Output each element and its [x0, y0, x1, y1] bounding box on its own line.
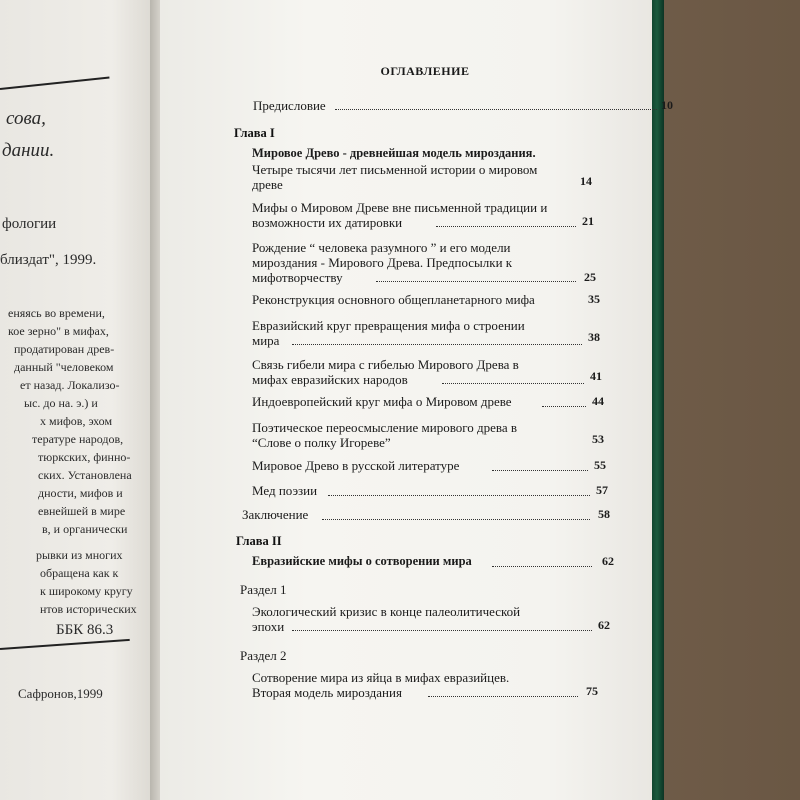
- toc-entry-line: мифах евразийских народов: [252, 372, 408, 387]
- toc-entry-page: 21: [582, 214, 594, 228]
- toc-entry-page: 62: [602, 554, 614, 568]
- left-page-line: дности, мифов и: [38, 486, 123, 500]
- left-page-line: нтов исторических: [40, 602, 137, 616]
- toc-chapter-2: Глава II: [236, 534, 282, 548]
- left-page-line: ских. Установлена: [38, 468, 132, 482]
- toc-leader-dots: [436, 226, 576, 227]
- toc-entry-page: 75: [586, 684, 598, 698]
- left-page-line: кое зерно" в мифах,: [8, 324, 109, 338]
- toc-section-label: Раздел 1: [240, 582, 287, 597]
- left-page-line: данный "человеком: [14, 360, 114, 374]
- toc-entry-line: Связь гибели мира с гибелью Мирового Древа в: [252, 357, 519, 372]
- toc-leader-dots: [322, 519, 590, 520]
- left-page-line: х мифов, эхом: [40, 414, 113, 428]
- toc-entry-line: эпохи: [252, 619, 285, 634]
- toc-leader-dots: [376, 281, 576, 282]
- toc-chapter-1: Глава I: [234, 126, 275, 140]
- toc-entry-page: 38: [588, 330, 600, 344]
- toc-entry-line: Индоевропейский круг мифа о Мировом древе: [252, 394, 512, 409]
- toc-leader-dots: [442, 383, 584, 384]
- toc-leader-dots: [492, 566, 592, 567]
- toc-entry-conclusion: [242, 507, 672, 522]
- toc-section-title: Мировое Древо - древнейшая модель мироздания.: [252, 146, 536, 160]
- toc-entry-page: 35: [588, 292, 600, 306]
- toc-entry-page: 44: [592, 394, 604, 408]
- toc-entry-line: Поэтическое переосмысление мирового древа в: [252, 420, 518, 435]
- toc-leader-dots: [492, 470, 588, 471]
- toc-entry-ch2-title: [252, 554, 672, 569]
- toc-entry-line: древе: [252, 177, 283, 192]
- toc-leader-dots: [328, 495, 590, 496]
- toc-entry-line: Рождение “ человека разумного ” и его модели: [252, 240, 511, 255]
- left-page-line: фологии: [2, 216, 57, 232]
- left-page-line: евнейшей в мире: [38, 504, 126, 518]
- toc-entry-line: Четыре тысячи лет письменной истории о мировом: [252, 162, 538, 177]
- toc-heading: ОГЛАВЛЕНИЕ: [380, 64, 470, 78]
- toc-leader-dots: [542, 406, 586, 407]
- left-page-line: в, и органически: [42, 522, 128, 536]
- toc-entry-page: 57: [596, 483, 608, 497]
- toc-entry-page: 58: [598, 507, 610, 521]
- toc-entry-line: “Слове о полку Игореве”: [252, 435, 391, 450]
- toc-entry-title: Предисловие: [253, 98, 326, 113]
- left-page-line: ет назад. Локализо-: [20, 378, 120, 392]
- toc-entry-line: Мед поэзии: [252, 483, 318, 498]
- left-page-line: близдат", 1999.: [0, 252, 97, 268]
- toc-entry: [252, 420, 672, 450]
- toc-entry: [252, 240, 672, 285]
- toc-entry: [252, 200, 672, 230]
- toc-entry-title: Заключение: [242, 507, 309, 522]
- left-page-line: ыс. до на. э.) и: [24, 396, 98, 410]
- left-page-line: дании.: [2, 140, 55, 161]
- toc-entry-line: Сотворение мира из яйца в мифах евразийцев.: [252, 670, 510, 685]
- toc-leader-dots: [335, 109, 657, 110]
- left-page-line: обращена как к: [40, 566, 119, 580]
- left-page-rule-top: [0, 77, 109, 90]
- toc-entry-line: Мировое Древо в русской литературе: [252, 458, 460, 473]
- toc-entry: [252, 292, 672, 307]
- left-page-line: рывки из многих: [36, 548, 123, 562]
- left-page: [0, 0, 160, 800]
- toc-entry-line: Вторая модель мироздания: [252, 685, 402, 700]
- toc-entry-line: мифотворчеству: [252, 270, 343, 285]
- left-page-line: еняясь во времени,: [8, 306, 105, 320]
- right-page: [160, 0, 673, 800]
- toc-entry-line: Экологический кризис в конце палеолитической: [252, 604, 521, 619]
- left-page-line: сова,: [6, 108, 46, 129]
- left-page-bbk: ББК 86.3: [56, 622, 114, 638]
- toc-entry-line: Реконструкция основного общепланетарного мифа: [252, 292, 535, 307]
- toc-leader-dots: [292, 630, 592, 631]
- toc-entry-page: 53: [592, 432, 604, 446]
- toc-entry: [252, 458, 672, 473]
- toc-leader-dots: [292, 344, 582, 345]
- toc-entry: [252, 394, 672, 409]
- toc-entry: [252, 318, 672, 348]
- toc-entry-page: 55: [594, 458, 606, 472]
- left-page-copyright: Сафронов,1999: [18, 686, 103, 701]
- left-page-line: тературе народов,: [32, 432, 124, 446]
- toc-entry: [252, 670, 672, 700]
- toc-entry: [252, 162, 672, 192]
- toc-entry-page: 62: [598, 618, 610, 632]
- left-page-line: к широкому кругу: [40, 584, 133, 598]
- toc-entry-page: 41: [590, 369, 602, 383]
- toc-entry: [252, 483, 672, 498]
- toc-entry-line: мироздания - Мирового Древа. Предпосылки к: [252, 255, 513, 270]
- left-page-line: продатирован древ-: [14, 342, 115, 356]
- toc-entry-line: возможности их датировки: [252, 215, 403, 230]
- toc-section-label: Раздел 2: [240, 648, 287, 663]
- toc-entry-preface: [253, 98, 673, 113]
- toc-entry-page: 25: [584, 270, 596, 284]
- toc-entry-line: Мифы о Мировом Древе вне письменной традиции и: [252, 200, 548, 215]
- left-page-rule-bottom: [0, 639, 130, 650]
- toc-entry-page: 10: [661, 98, 673, 112]
- toc-leader-dots: [428, 696, 578, 697]
- toc-entry: [252, 357, 672, 387]
- toc-entry-line: мира: [252, 333, 280, 348]
- toc-entry-title: Евразийские мифы о сотворении мира: [252, 554, 472, 568]
- toc-entry: [252, 604, 672, 634]
- left-page-line: тюркских, финно-: [38, 450, 131, 464]
- toc-entry-line: Евразийский круг превращения мифа о строении: [252, 318, 525, 333]
- toc-entry-page: 14: [580, 174, 592, 188]
